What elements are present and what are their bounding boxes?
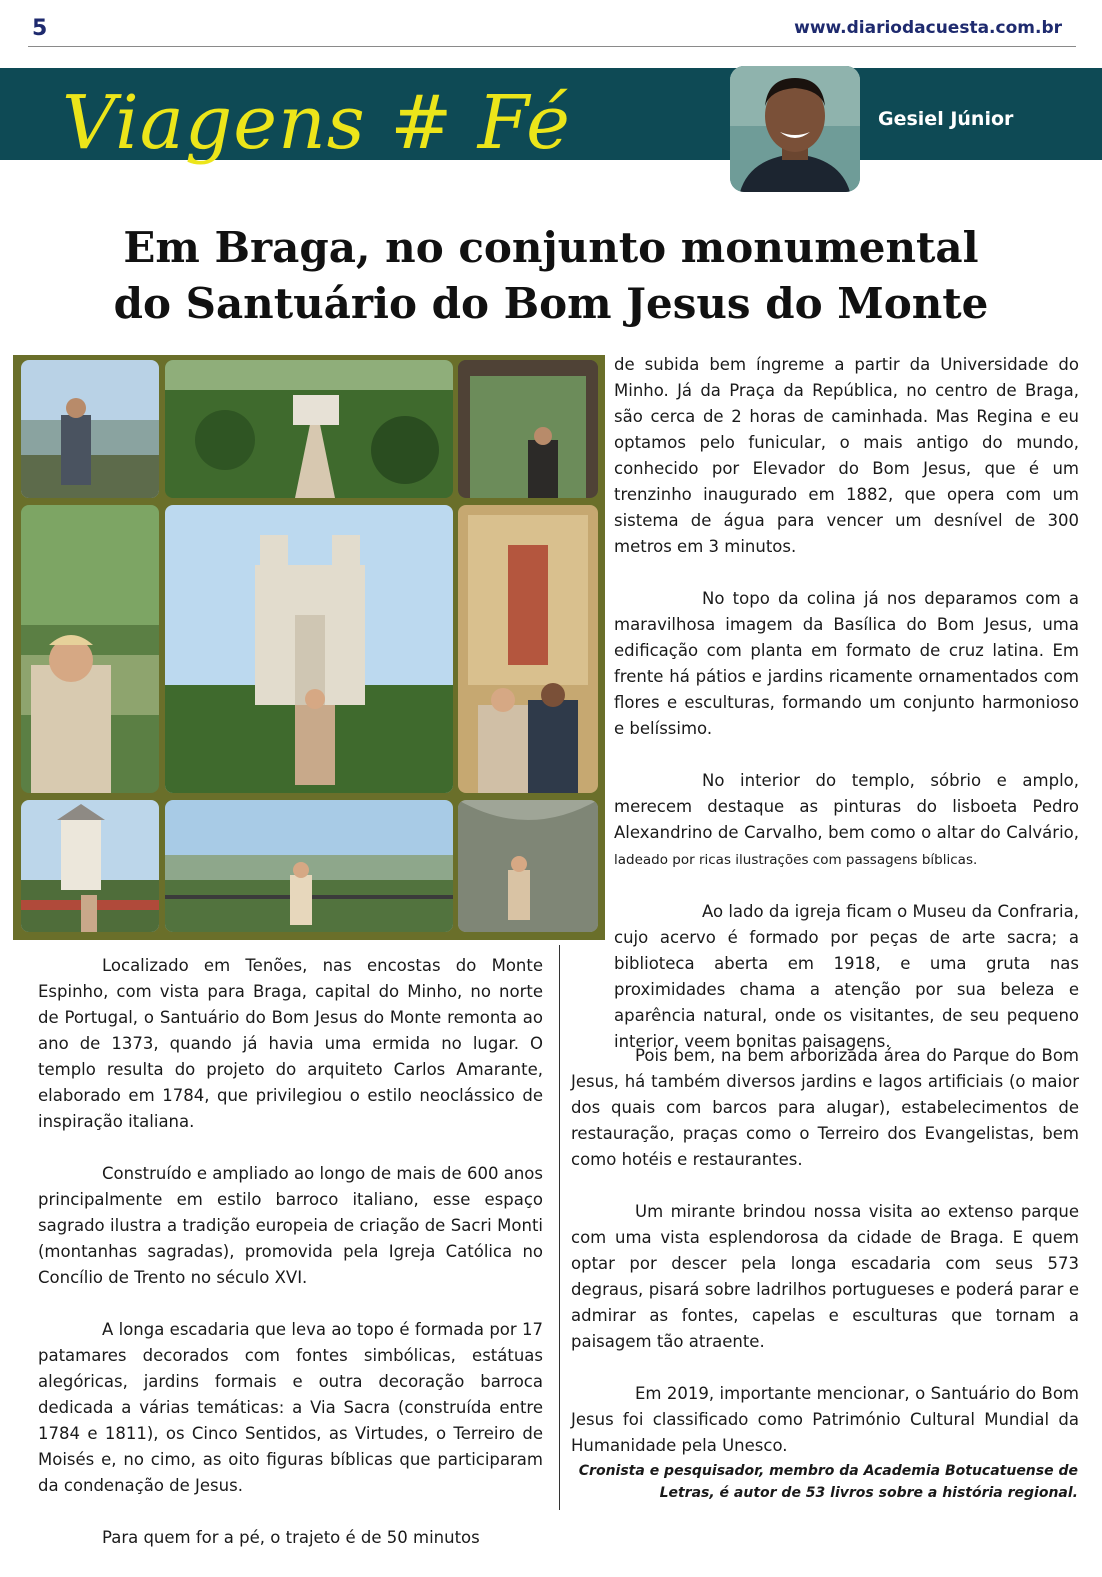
headline-line-1: Em Braga, no conjunto monumental <box>123 223 979 272</box>
paragraph-left-2: Construído e ampliado ao longo de mais de 600 anos principalmente em estilo barroco italiano, esse espaço sagrado ilustra a tradição europeia de criação de Sacri Monti (montanhas sagradas), promovida pela Igreja Católica no Concílio de Trento no século XVI. <box>38 1164 543 1287</box>
column-divider <box>559 945 560 1510</box>
page-number: 5 <box>32 16 48 41</box>
article-headline <box>0 220 1102 332</box>
photo-chapel-stairs <box>21 800 159 932</box>
paragraph-left-3: A longa escadaria que leva ao topo é formada por 17 patamares decorados com fontes simbólicas, estátuas alegóricas, jardins formais e outra decoração barroca dedicada a várias temáticas: a Via Sacra (construída entre 1784 e 1811), os Cinco Sentidos, as Virtudes, o Terreiro de Moisés e, no cimo, as oito figuras bíblicas que participaram da condenação de Jesus. <box>38 1320 543 1495</box>
paragraph-right-2: No topo da colina já nos deparamos com a maravilhosa imagem da Basílica do Bom Jesus, uma edificação com planta em formato de cruz latina. Em frente há pátios e jardins ricamente ornamentados com flores e esculturas, formando um conjunto harmonioso e belíssimo. <box>614 589 1079 738</box>
photo-collage <box>13 355 605 940</box>
photo-grotto-cave <box>458 800 598 932</box>
headline-line-2: do Santuário do Bom Jesus do Monte <box>113 279 989 328</box>
right-column-top <box>614 352 1079 1055</box>
paragraph-right-7: Em 2019, importante mencionar, o Santuário do Bom Jesus foi classificado como Património Cultural Mundial da Humanidade pela Unesco. <box>571 1384 1079 1455</box>
photo-basilica-front <box>165 505 453 793</box>
paragraph-right-3-main: No interior do templo, sóbrio e amplo, merecem destaque as pinturas do lisboeta Pedro Alexandrino de Carvalho, bem como o altar do Calvário, <box>614 771 1079 842</box>
site-url[interactable]: www.diariodacuesta.com.br <box>794 18 1062 38</box>
paragraph-right-6: Um mirante brindou nossa visita ao extenso parque com uma vista esplendorosa da cidade de Braga. E quem optar por descer pela longa escadaria com seus 573 degraus, pisará sobre ladrilhos portugueses e poderá parar e admirar as fontes, capelas e esculturas que tornam a paisagem tão atraente. <box>571 1202 1079 1351</box>
photo-grotto-lady <box>21 505 159 793</box>
photo-aerial-sanctuary <box>165 360 453 498</box>
paragraph-right-5: Pois bem, na bem arborizada área do Parque do Bom Jesus, há também diversos jardins e lagos artificiais (o maior dos quais com barcos para alugar), estabelecimentos de restauração, praças como o Terreiro dos Evangelistas, bem como hotéis e restaurantes. <box>571 1046 1079 1169</box>
photo-garden-arch <box>458 360 598 498</box>
paragraph-left-4: Para quem for a pé, o trajeto é de 50 minutos <box>102 1528 480 1547</box>
paragraph-right-intro: de subida bem íngreme a partir da Universidade do Minho. Já da Praça da República, no centro de Braga, são cerca de 2 horas de caminhada. Mas Regina e eu optamos pelo funicular, o mais antigo do mundo, conhecido por Elevador do Bom Jesus, que é um trenzinho inaugurado em 1882, que opera com um sistema de água para vencer um desnível de 300 metros em 3 minutos. <box>614 355 1079 556</box>
paragraph-left-1: Localizado em Tenões, nas encostas do Monte Espinho, com vista para Braga, capital do Minho, no norte de Portugal, o Santuário do Bom Jesus do Monte remonta ao ano de 1373, quando já havia uma ermida no lugar. O templo resulta do projeto do arquiteto Carlos Amarante, elaborado em 1784, que privilegiou o estilo neoclássico de inspiração italiana. <box>38 956 543 1131</box>
left-column <box>38 953 543 1577</box>
column-title: Viagens # Fé <box>62 80 571 166</box>
header-rule <box>28 46 1076 47</box>
right-column-bottom <box>571 1043 1079 1485</box>
paragraph-right-4: Ao lado da igreja ficam o Museu da Confraria, cujo acervo é formado por peças de arte sacra; a biblioteca aberta em 1918, e uma gruta nas proximidades chama a atenção por sua beleza e aparência natural, onde os visitantes, de seu pequeno interior, veem bonitas paisagens. <box>614 902 1079 1051</box>
paragraph-right-3-small: ladeado por ricas ilustrações com passagens bíblicas. <box>614 852 978 868</box>
photo-city-panorama <box>165 800 453 932</box>
photo-altar-interior <box>458 505 598 793</box>
photo-viewpoint <box>21 360 159 498</box>
author-bio-note: Cronista e pesquisador, membro da Academia Botucatuense de Letras, é autor de 53 livros sobre a história regional. <box>578 1463 1078 1501</box>
author-name: Gesiel Júnior <box>878 108 1014 130</box>
paragraph-right-3 <box>614 768 1079 873</box>
author-photo <box>730 66 860 192</box>
